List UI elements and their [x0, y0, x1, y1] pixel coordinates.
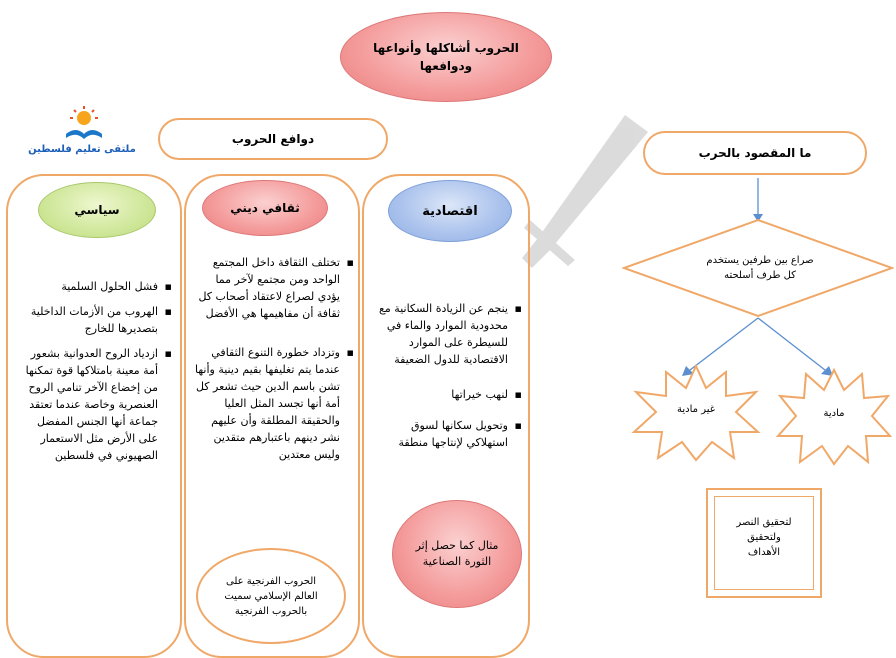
- political-point: ▪ الهروب من الأزمات الداخلية بتصديرها للخارج: [16, 303, 158, 337]
- definition-text: صراع بين طرفين يستخدم كل طرف أسلحته: [706, 255, 814, 281]
- cultural-oval: ثقافي ديني: [202, 180, 328, 236]
- goal-box: [706, 488, 822, 598]
- cultural-point: ▪ وتزداد خطورة التنوع الثقافي عندما يتم تغليفها بقيم دينية وأنها تشن باسم الدين حيث تشعر كل أمة أنها تجسد المثل العليا والحقيقة المطلقة وأن عليهم نشر دينهم باعتبارهم متقدين وليس معتدين: [194, 344, 340, 463]
- political-oval: سياسي: [38, 182, 156, 238]
- definition-header: ما المقصود بالحرب: [643, 131, 867, 175]
- economic-point: ▪ ينجم عن الزيادة السكانية مع محدودية الموارد والماء في للسيطرة على الموارد الاقتصادية للدول الضعيفة: [372, 300, 508, 368]
- motives-header: دوافع الحروب: [158, 118, 388, 160]
- logo: [22, 104, 142, 166]
- political-point: ▪ فشل الحلول السلمية: [16, 278, 158, 295]
- political-point: ▪ ازدياد الروح العدوانية بشعور أمة معينة بامتلاكها قوة تمكنها من إخضاع الآخر تنامي الروح العنصرية وخاصة عندما تعتقد جماعة أنها الجنس المفضل على الأرض مثل الاستعمار الصهيوني في فلسطين: [16, 345, 158, 464]
- cultural-list: [194, 254, 354, 471]
- cultural-example-oval: الحروب الفرنجية على العالم الإسلامي سميت بالحروب الفرنجية: [196, 548, 346, 644]
- material-label: مادية: [823, 407, 845, 419]
- economic-point: ▪ لنهب خيراتها: [372, 386, 508, 403]
- economic-list: [372, 300, 522, 459]
- political-list: [16, 278, 172, 472]
- goal-text: لتحقيق النصر ولتحقيق الأهداف: [736, 516, 792, 558]
- economic-example-oval: مثال كما حصل إثر الثورة الصناعية: [392, 500, 522, 608]
- economic-oval: اقتصادية: [388, 180, 512, 242]
- economic-point: ▪ وتحويل سكانها لسوق استهلاكي لإنتاجها منطقة: [372, 417, 508, 451]
- main-title-oval: الحروب أشاكلها وأنواعها ودوافعها: [340, 12, 552, 102]
- nonmaterial-label: غير مادية: [677, 403, 715, 415]
- cultural-point: ▪ تختلف الثقافة داخل المجتمع الواحد ومن مجتمع لآخر مما يؤدي لصراع لاعتقاد أصحاب كل ثقافة أن مفاهيمها هي الأفضل: [194, 254, 340, 322]
- logo-text: ملتقى تعليم فلسطين: [28, 144, 136, 155]
- sun-book-icon: [60, 104, 108, 142]
